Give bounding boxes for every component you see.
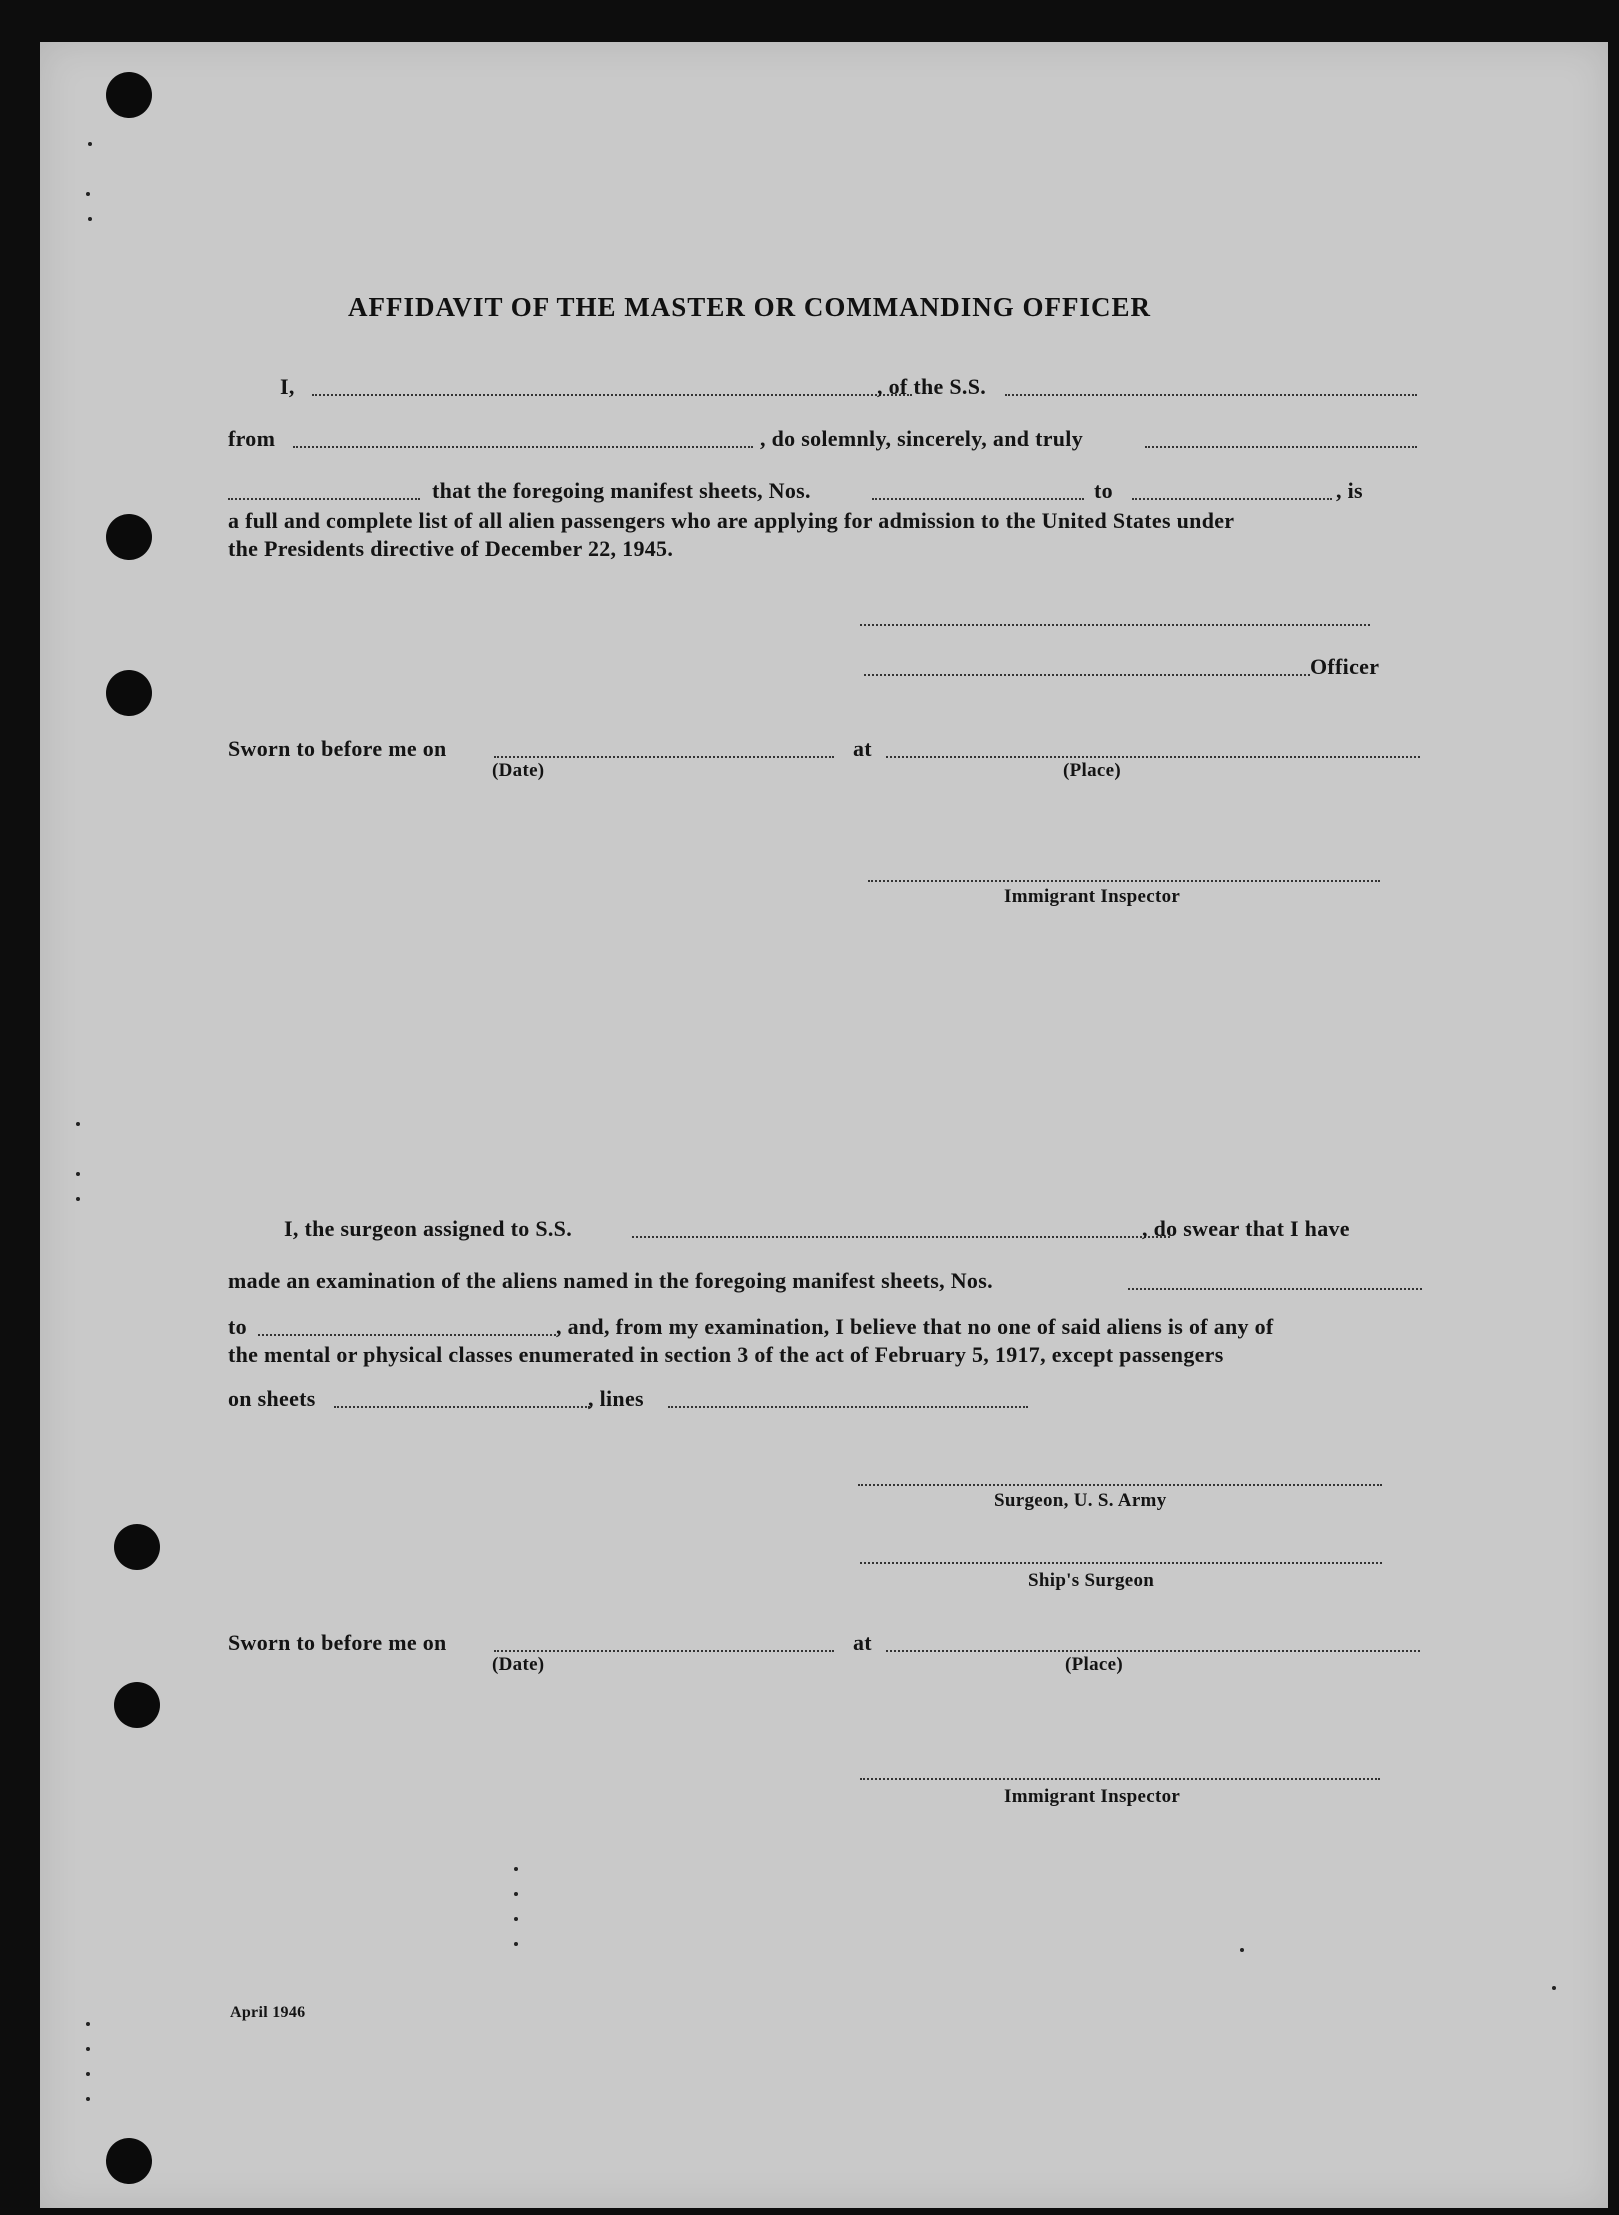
master-line3: the Presidents directive of December 22, 1945. <box>228 536 674 561</box>
master-truly-blank <box>1145 446 1417 448</box>
master-name-blank <box>312 394 912 396</box>
ship-surgeon-label: Ship's Surgeon <box>1028 1570 1155 1591</box>
surgeon-lines: , lines <box>588 1386 644 1411</box>
master-is: , is <box>1336 478 1363 503</box>
master-signature-line <box>860 624 1370 626</box>
punch-hole <box>114 1524 160 1570</box>
speck <box>88 217 92 221</box>
surgeon-sheets-blank <box>334 1406 590 1408</box>
master-to-blank <box>1132 498 1332 500</box>
page-title: AFFIDAVIT OF THE MASTER OR COMMANDING OFFICER <box>348 292 1152 322</box>
surgeon-at: at <box>853 1630 872 1655</box>
master-inspector-label: Immigrant Inspector <box>1004 886 1181 907</box>
speck <box>1240 1948 1244 1952</box>
master-place-label: (Place) <box>1063 760 1122 781</box>
surgeon-inspector-line <box>860 1778 1380 1780</box>
surgeon-to-blank <box>258 1334 556 1336</box>
master-line2: a full and complete list of all alien passengers who are applying for admission to the United States under <box>228 508 1235 533</box>
surgeon-ship-blank <box>632 1236 1170 1238</box>
officer-signature-line <box>864 674 1310 676</box>
surgeon-place-blank <box>886 1650 1420 1652</box>
speck <box>514 1892 518 1896</box>
master-ship-blank <box>1005 394 1417 396</box>
officer-label: Officer <box>1310 654 1380 679</box>
master-inspector-line <box>868 880 1380 882</box>
surgeon-inspector-label: Immigrant Inspector <box>1004 1786 1181 1807</box>
master-nos-blank <box>872 498 1084 500</box>
ship-surgeon-line <box>860 1562 1382 1564</box>
document-page <box>40 42 1608 2208</box>
speck <box>88 142 92 146</box>
punch-hole <box>106 2138 152 2184</box>
speck <box>514 1867 518 1871</box>
master-at: at <box>853 736 872 761</box>
punch-hole <box>114 1682 160 1728</box>
speck <box>86 2022 90 2026</box>
master-of-ss: , of the S.S. <box>877 374 987 399</box>
surgeon-lines-blank <box>668 1406 1028 1408</box>
surgeon-line3b: , and, from my examination, I believe that no one of said aliens is of any of <box>556 1314 1274 1339</box>
master-sworn: Sworn to before me on <box>228 736 447 761</box>
speck <box>76 1197 80 1201</box>
master-foregoing: that the foregoing manifest sheets, Nos. <box>432 478 811 503</box>
master-place-blank <box>886 756 1420 758</box>
master-date-label: (Date) <box>492 760 545 781</box>
speck <box>76 1122 80 1126</box>
speck <box>86 2047 90 2051</box>
master-i: I, <box>280 374 295 399</box>
speck <box>514 1917 518 1921</box>
surgeon-sworn: Sworn to before me on <box>228 1630 447 1655</box>
master-date-blank <box>494 756 834 758</box>
speck <box>86 192 90 196</box>
surgeon-on-sheets: on sheets <box>228 1386 316 1411</box>
punch-hole <box>106 514 152 560</box>
surgeon-date-label: (Date) <box>492 1654 545 1675</box>
master-to: to <box>1094 478 1113 503</box>
speck <box>86 2072 90 2076</box>
army-surgeon-label: Surgeon, U. S. Army <box>994 1490 1167 1511</box>
surgeon-line4: the mental or physical classes enumerated in section 3 of the act of February 5, 1917, except passengers <box>228 1342 1224 1367</box>
surgeon-date-blank <box>494 1650 834 1652</box>
surgeon-line1b: , do swear that I have <box>1142 1216 1350 1241</box>
surgeon-line2: made an examination of the aliens named in the foregoing manifest sheets, Nos. <box>228 1268 993 1293</box>
master-from-blank <box>293 446 753 448</box>
punch-hole <box>106 670 152 716</box>
speck <box>76 1172 80 1176</box>
surgeon-line1a: I, the surgeon assigned to S.S. <box>284 1216 573 1241</box>
form-date-footer: April 1946 <box>230 2004 306 2021</box>
punch-hole <box>106 72 152 118</box>
surgeon-nos-blank <box>1128 1288 1422 1290</box>
surgeon-place-label: (Place) <box>1065 1654 1124 1675</box>
speck <box>1552 1986 1556 1990</box>
surgeon-to: to <box>228 1314 247 1339</box>
speck <box>514 1942 518 1946</box>
speck <box>86 2097 90 2101</box>
master-from: from <box>228 426 276 451</box>
army-signature-line <box>858 1484 1382 1486</box>
master-verb-blank <box>228 498 420 500</box>
master-solemnly: , do solemnly, sincerely, and truly <box>760 426 1084 451</box>
